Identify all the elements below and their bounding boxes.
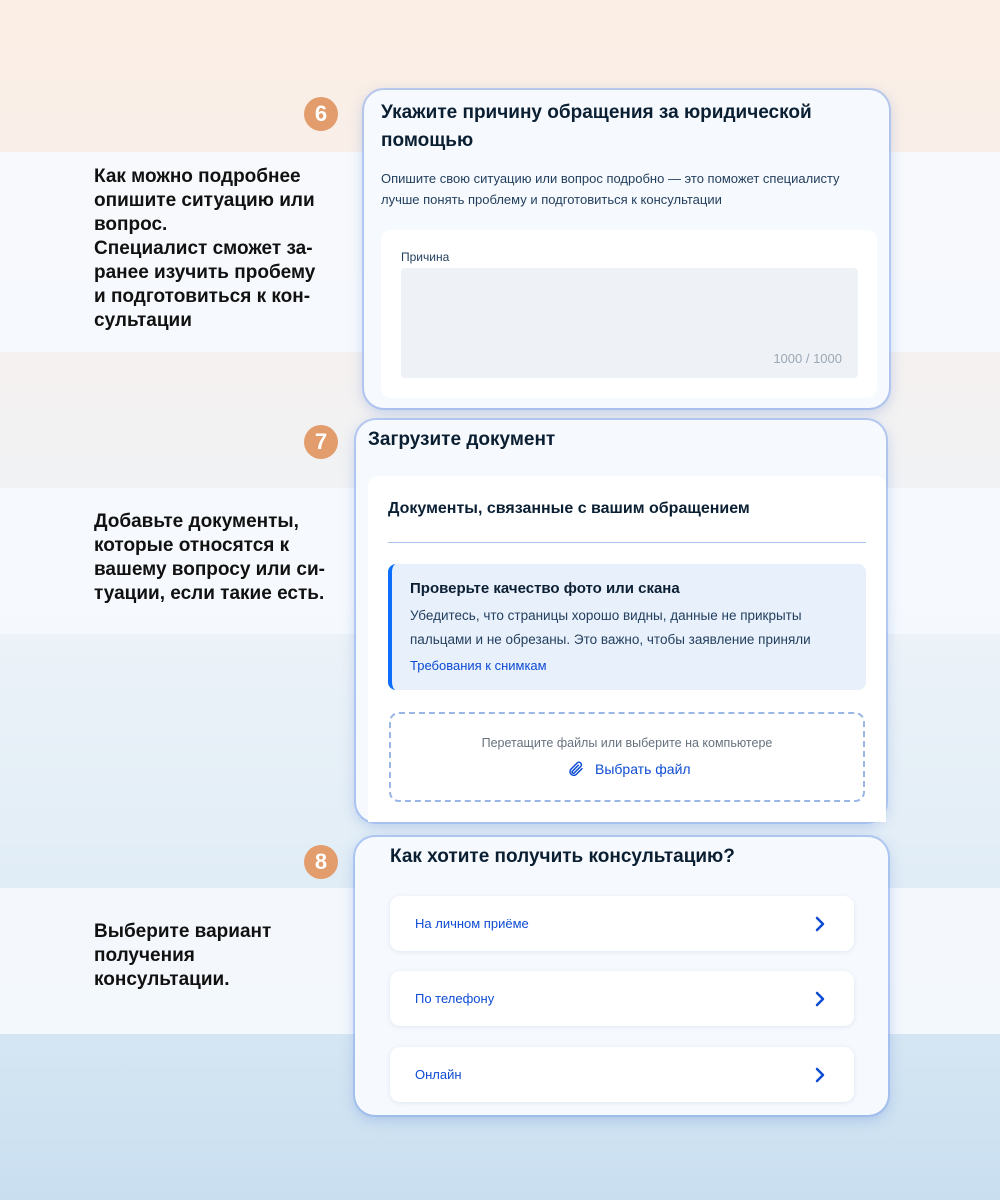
side-text-line: получения [94,945,195,966]
reason-field-label: Причина [401,250,450,264]
option-label: По телефону [415,991,495,1006]
notice-title: Проверьте качество фото или скана [410,580,680,597]
documents-panel [368,476,886,822]
file-dropzone[interactable] [389,712,865,802]
side-text-line: туации, если такие есть. [94,583,325,604]
upload-card [356,420,886,822]
consultation-card-title: Как хотите получить консультацию? [390,846,735,867]
side-text-line: ранее изучить пробему [94,262,316,283]
documents-section-title: Документы, связанные с вашим обращением [388,500,750,517]
side-text-line: Добавьте документы, [94,511,299,532]
notice-text: Убедитесь, что страницы хорошо видны, данные не прикрыты пальцами и не обрезаны. Это важно, чтобы заявление приняли [410,608,811,647]
paperclip-icon [567,760,585,778]
consultation-card [355,837,888,1115]
step-7-badge: 7 [304,425,338,459]
option-phone[interactable] [390,971,854,1026]
side-text-line: сультации [94,310,192,331]
option-label: Онлайн [415,1067,462,1082]
side-text-line: консультации. [94,969,230,990]
step-7-side-text [94,510,334,606]
photo-requirements-link[interactable]: Требования к снимкам [410,658,547,673]
option-label: На личном приёме [415,916,529,931]
side-text-line: Специалист сможет за- [94,238,313,259]
side-text-line: Как можно подробнее [94,166,301,187]
side-text-line: Выберите вариант [94,921,272,942]
step-8-side-text [94,920,334,992]
side-text-line: вопрос. [94,214,168,235]
step-8-badge: 8 [304,845,338,879]
side-text-line: вашему вопросу или си- [94,559,325,580]
character-counter: 1000 / 1000 [773,351,842,366]
option-in-person[interactable] [390,896,854,951]
choose-file-label: Выбрать файл [595,761,691,777]
side-text-line: опишите ситуацию или [94,190,315,211]
choose-file-button[interactable] [567,760,691,778]
option-online[interactable] [390,1047,854,1102]
chevron-right-icon [814,1065,826,1085]
reason-card [364,90,889,408]
reason-card-description: Опишите свою ситуацию или вопрос подробно — это поможет специалисту лучше понять проблему и подготовиться к консультации [381,171,840,207]
step-6-side-text [94,165,334,333]
step-6-badge: 6 [304,97,338,131]
reason-field-box [381,230,877,398]
photo-quality-notice [388,564,866,690]
side-text-line: и подготовиться к кон- [94,286,311,307]
upload-card-title: Загрузите документ [368,429,556,450]
chevron-right-icon [814,989,826,1009]
reason-card-title: Укажите причину обращения за юридической помощью [381,102,812,151]
dropzone-hint: Перетащите файлы или выберите на компьютере [481,736,773,750]
section-divider [388,542,866,543]
side-text-line: которые относятся к [94,535,290,556]
chevron-right-icon [814,914,826,934]
